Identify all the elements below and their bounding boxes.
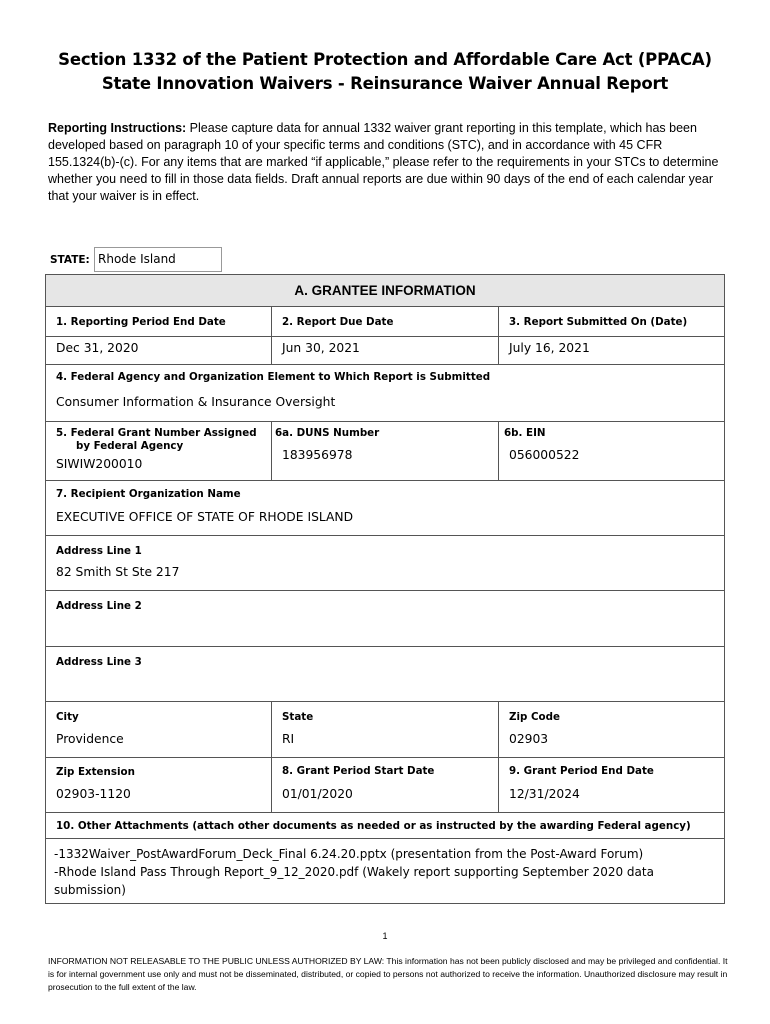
attachments-label: 10. Other Attachments (attach other documents as needed or as instructed by the awarding Federal agency) [56,820,691,832]
reporting-period-value-cell[interactable] [46,337,272,364]
address-line-1-value: 82 Smith St Ste 217 [56,565,180,579]
report-due-cell[interactable] [272,307,499,336]
city-value: Providence [56,732,124,746]
reporting-period-value: Dec 31, 2020 [56,341,139,355]
grant-end-cell[interactable] [499,758,724,812]
form-row-dates [46,758,724,813]
reporting-instructions [48,120,728,205]
form-row-location [46,702,724,758]
report-due-value-cell[interactable] [272,337,499,364]
state-field-value: RI [282,732,295,746]
form-row-reporting-values [46,337,724,365]
attachments-value [54,845,714,899]
instructions-text: Please capture data for annual 1332 waiver grant reporting in this template, which has been developed based on paragraph 10 of your specific terms and conditions (STC), and in accordance with 45 CFR 155.1324(b)-(c). For any items that are marked “if applicable,” please refer to the requirements in your STCs to determine whether you need to fill in those data fields. Draft annual reports are due within 90 days of the end of each calendar year that your waiver is in effect. [48,121,719,203]
zip-extension-cell[interactable] [46,758,272,812]
recipient-name-field[interactable] [46,481,724,536]
ein-label: 6b. EIN [504,427,546,439]
zip-code-value: 02903 [509,732,549,746]
federal-agency-label: 4. Federal Agency and Organization Element to Which Report is Submitted [56,371,491,383]
instructions-label: Reporting Instructions: [48,121,187,135]
confidentiality-notice: INFORMATION NOT RELEASABLE TO THE PUBLIC UNLESS AUTHORIZED BY LAW: This information has not been publicly disclosed and may be privileged and confidential. It is for internal government use only and must not be disseminated, distributed, or copied to persons not authorized to receive the information. Unauthorized disclosure may result in prosecution to the full extent of the law. [48,956,728,992]
grant-number-label-2: by Federal Agency [76,440,184,452]
grant-end-value: 12/31/2024 [509,787,580,801]
zip-code-label: Zip Code [509,711,560,723]
address-line-3-label: Address Line 3 [56,656,142,668]
section-header: A. GRANTEE INFORMATION [46,275,724,307]
report-submitted-cell[interactable] [499,307,724,336]
report-submitted-label: 3. Report Submitted On (Date) [509,316,688,328]
form-row-reporting [46,307,724,337]
federal-agency-value: Consumer Information & Insurance Oversight [56,395,336,409]
page-number: 1 [382,931,388,941]
report-submitted-value-cell[interactable] [499,337,724,364]
attachments-field[interactable] [46,839,724,903]
recipient-name-label: 7. Recipient Organization Name [56,488,241,500]
grant-start-label: 8. Grant Period Start Date [282,765,435,777]
reporting-period-label: 1. Reporting Period End Date [56,316,226,328]
grant-start-value: 01/01/2020 [282,787,353,801]
reporting-period-cell[interactable] [46,307,272,336]
duns-value: 183956978 [282,448,353,462]
grant-start-cell[interactable] [272,758,499,812]
report-due-label: 2. Report Due Date [282,316,394,328]
duns-label: 6a. DUNS Number [275,427,380,439]
zip-code-cell[interactable] [499,702,724,757]
report-submitted-value: July 16, 2021 [509,341,590,355]
address-line-1-field[interactable] [46,536,724,591]
grant-number-label: 5. Federal Grant Number Assigned [56,427,257,439]
ein-cell[interactable] [499,422,724,480]
form-row-identifiers [46,422,724,481]
address-line-1-label: Address Line 1 [56,545,142,557]
grant-number-cell[interactable] [46,422,272,480]
duns-cell[interactable] [272,422,499,480]
attachment-item: -Rhode Island Pass Through Report_9_12_2020.pdf (Wakely report supporting September 2020 data submission) [54,865,654,897]
document-title: Section 1332 of the Patient Protection and Affordable Care Act (PPACA) [58,50,712,69]
attachments-header-row [46,813,724,839]
state-field[interactable]: Rhode Island [94,247,222,272]
address-line-2-field[interactable] [46,591,724,647]
ein-value: 056000522 [509,448,580,462]
state-cell[interactable] [272,702,499,757]
state-field-label: State [282,711,314,723]
document-subtitle: State Innovation Waivers - Reinsurance Waiver Annual Report [101,74,669,93]
state-label: STATE: [50,254,90,266]
recipient-name-value: EXECUTIVE OFFICE OF STATE OF RHODE ISLAND [56,510,354,524]
address-line-2-label: Address Line 2 [56,600,142,612]
city-cell[interactable] [46,702,272,757]
grantee-information-form [45,274,725,904]
address-line-3-field[interactable] [46,647,724,702]
attachment-item: -1332Waiver_PostAwardForum_Deck_Final 6.24.20.pptx (presentation from the Post-Award Forum) [54,847,644,861]
zip-extension-label: Zip Extension [56,766,135,778]
city-label: City [56,711,79,723]
federal-agency-field[interactable] [46,365,724,422]
grant-end-label: 9. Grant Period End Date [509,765,654,777]
report-due-value: Jun 30, 2021 [282,341,360,355]
grant-number-value: SIWIW200010 [56,457,143,471]
zip-extension-value: 02903-1120 [56,787,131,801]
